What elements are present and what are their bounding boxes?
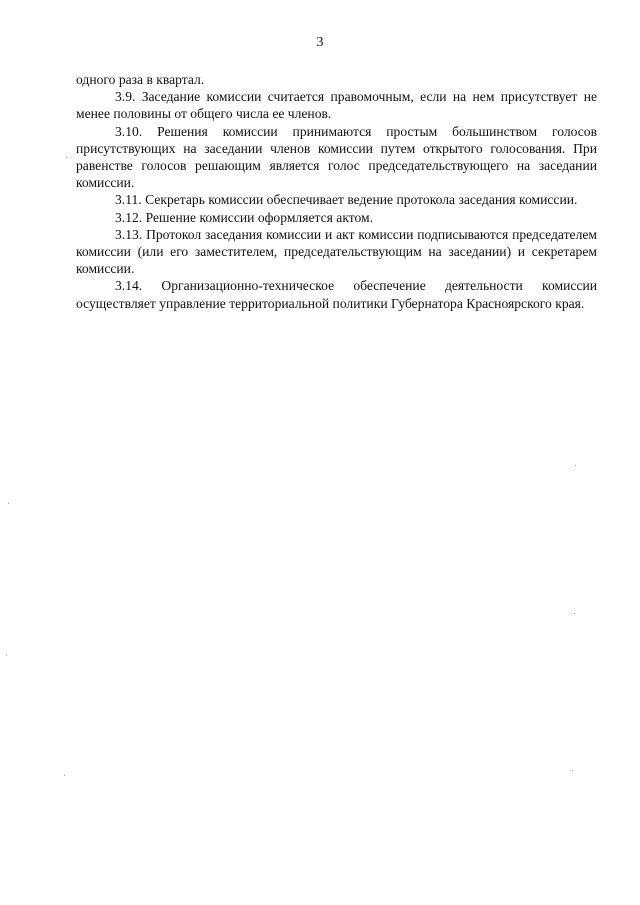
scan-speck — [575, 465, 576, 466]
paragraph-3-11: 3.11. Секретарь комиссии обеспечивает ведение протокола заседания комиссии. — [115, 192, 578, 208]
paragraph-3-10: 3.10. Решения комиссии принимаются простым большинством голосов присутствующих на заседании членов комиссии путем открытого голосования. При равенстве голосов решающим является голос председательствующего на заседании комиссии. — [76, 123, 597, 191]
scan-speck — [6, 655, 7, 656]
scan-speck — [574, 613, 575, 614]
paragraph-3-13: 3.13. Протокол заседания комиссии и акт комиссии подписываются председателем комиссии (или его заместителем, председательствующим на заседании) и секретарем комиссии. — [76, 226, 597, 277]
scan-speck — [572, 770, 573, 771]
paragraph-3-9: 3.9. Заседание комиссии считается правомочным, если на нем присутствует не менее половины от общего числа ее членов. — [76, 89, 597, 122]
scan-speck — [8, 503, 9, 504]
scan-speck — [66, 157, 67, 158]
document-body — [76, 71, 597, 312]
paragraph-continuation: одного раза в квартал. — [76, 72, 205, 87]
scan-speck — [64, 775, 65, 776]
page-number: 3 — [316, 35, 324, 50]
paragraph-3-12: 3.12. Решение комиссии оформляется актом. — [115, 209, 374, 225]
paragraph-3-14: 3.14. Организационно-техническое обеспечение деятельности комиссии осуществляет управление территориальной политики Губернатора Красноярского края. — [76, 278, 597, 311]
